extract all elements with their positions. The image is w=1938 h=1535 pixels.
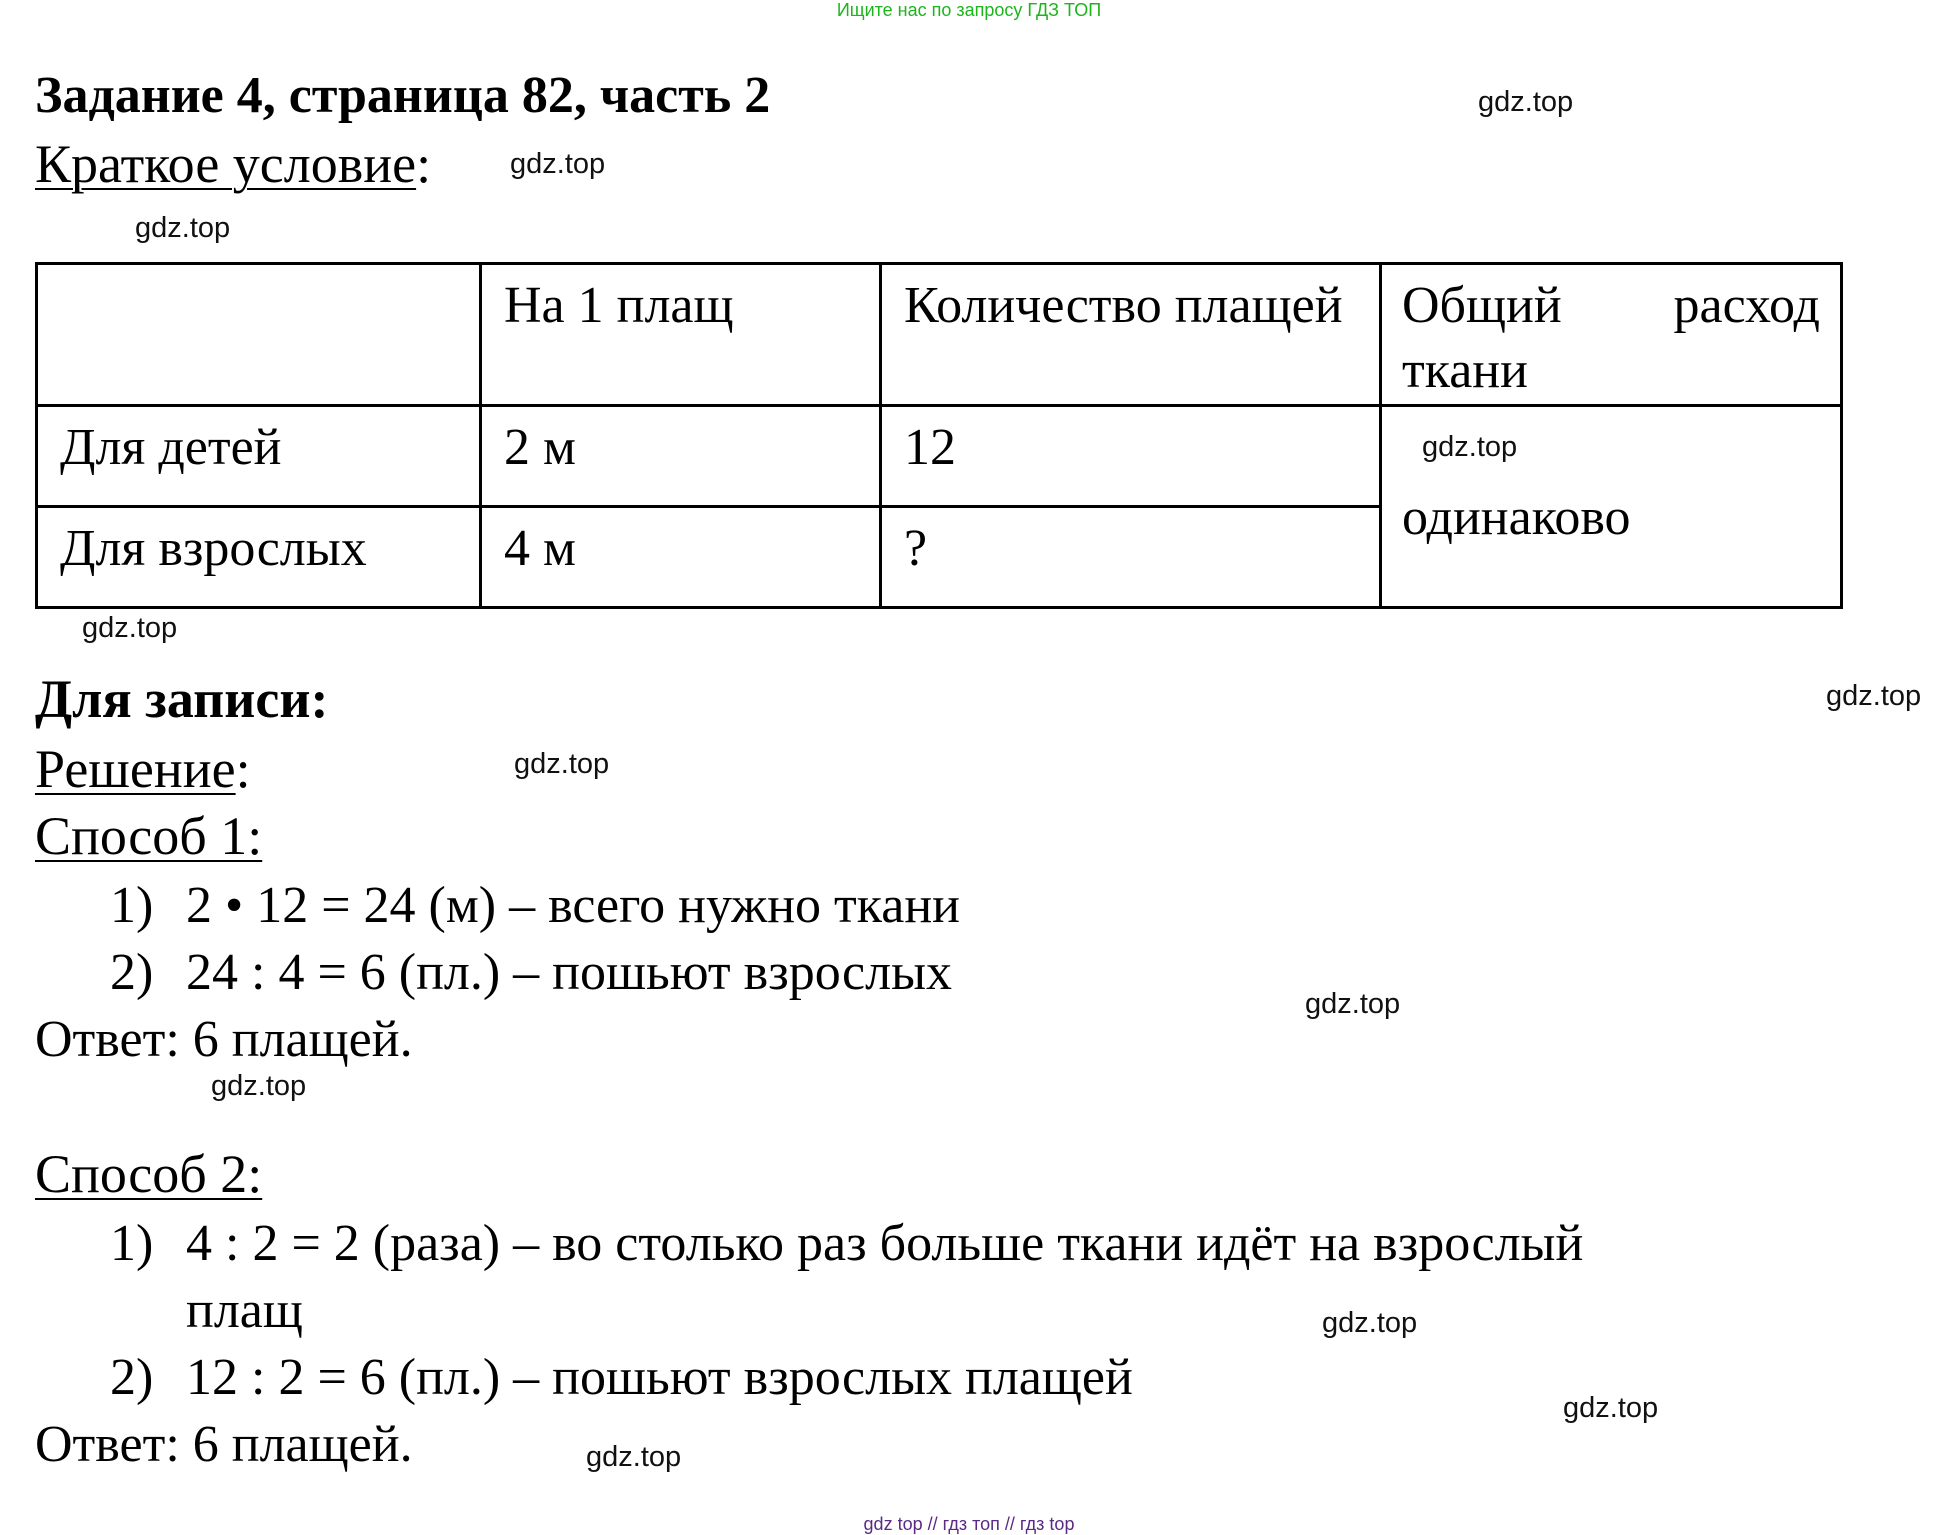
page-title: Задание 4, страница 82, часть 2 bbox=[35, 67, 771, 124]
total-merged-text: одинаково bbox=[1402, 489, 1631, 546]
footer-links[interactable]: gdz top // гдз топ // гдз top bbox=[863, 1514, 1075, 1534]
row-per-cloak: 4 м bbox=[481, 507, 881, 608]
top-search-hint[interactable]: Ищите нас по запросу ГДЗ ТОП bbox=[836, 0, 1102, 20]
method2-heading-text: Способ 2: bbox=[35, 1144, 263, 1204]
step-text: 2 • 12 = 24 (м) – всего нужно ткани bbox=[186, 877, 960, 934]
condition-table bbox=[35, 262, 1843, 609]
method2-heading bbox=[35, 1143, 262, 1205]
condition-heading-text: Краткое условие bbox=[35, 134, 417, 194]
condition-heading-colon: : bbox=[416, 134, 432, 194]
step-text: 12 : 2 = 6 (пл.) – пошьют взрослых плащей bbox=[186, 1349, 1133, 1406]
watermark: gdz.top bbox=[135, 212, 231, 244]
total-merged-cell bbox=[1381, 406, 1842, 608]
solution-heading bbox=[35, 738, 251, 800]
step-number: 2) bbox=[110, 1349, 154, 1406]
method1-heading-text: Способ 1: bbox=[35, 806, 263, 866]
step-number: 2) bbox=[110, 944, 154, 1001]
watermark: gdz.top bbox=[1563, 1392, 1659, 1424]
step-number: 1) bbox=[110, 1215, 154, 1272]
row-count: 12 bbox=[881, 406, 1381, 507]
answer: Ответ: 6 плащей. bbox=[35, 1416, 413, 1473]
step-text: 24 : 4 = 6 (пл.) – пошьют взрослых bbox=[186, 944, 953, 1001]
row-count: ? bbox=[881, 507, 1381, 608]
row-label: Для детей bbox=[37, 406, 481, 507]
notes-heading: Для записи: bbox=[35, 669, 329, 729]
answer: Ответ: 6 плащей. bbox=[35, 1011, 413, 1068]
watermark: gdz.top bbox=[1422, 431, 1518, 463]
solution-heading-text: Решение bbox=[35, 739, 236, 799]
table-header-cell bbox=[37, 264, 481, 406]
method1-heading bbox=[35, 805, 262, 867]
step-text: 4 : 2 = 2 (раза) – во столько раз больше ткани идёт на взрослый bbox=[186, 1215, 1584, 1272]
step-number: 1) bbox=[110, 877, 154, 934]
row-label: Для взрослых bbox=[37, 507, 481, 608]
table-header-cell: Количество плащей bbox=[881, 264, 1381, 406]
condition-heading bbox=[35, 133, 431, 195]
table-header-cell: Общий расход ткани bbox=[1381, 264, 1842, 406]
watermark: gdz.top bbox=[82, 612, 178, 644]
watermark: gdz.top bbox=[1322, 1307, 1418, 1339]
watermark: gdz.top bbox=[514, 748, 610, 780]
watermark: gdz.top bbox=[586, 1441, 682, 1473]
row-per-cloak: 2 м bbox=[481, 406, 881, 507]
table-row bbox=[37, 406, 1842, 507]
table-header-row bbox=[37, 264, 1842, 406]
watermark: gdz.top bbox=[1478, 86, 1574, 118]
solution-heading-colon: : bbox=[235, 739, 251, 799]
watermark: gdz.top bbox=[211, 1070, 307, 1102]
watermark: gdz.top bbox=[1305, 988, 1401, 1020]
watermark: gdz.top bbox=[510, 148, 606, 180]
watermark: gdz.top bbox=[1826, 680, 1922, 712]
step-text-continuation: плащ bbox=[186, 1282, 303, 1339]
table-header-cell: На 1 плащ bbox=[481, 264, 881, 406]
